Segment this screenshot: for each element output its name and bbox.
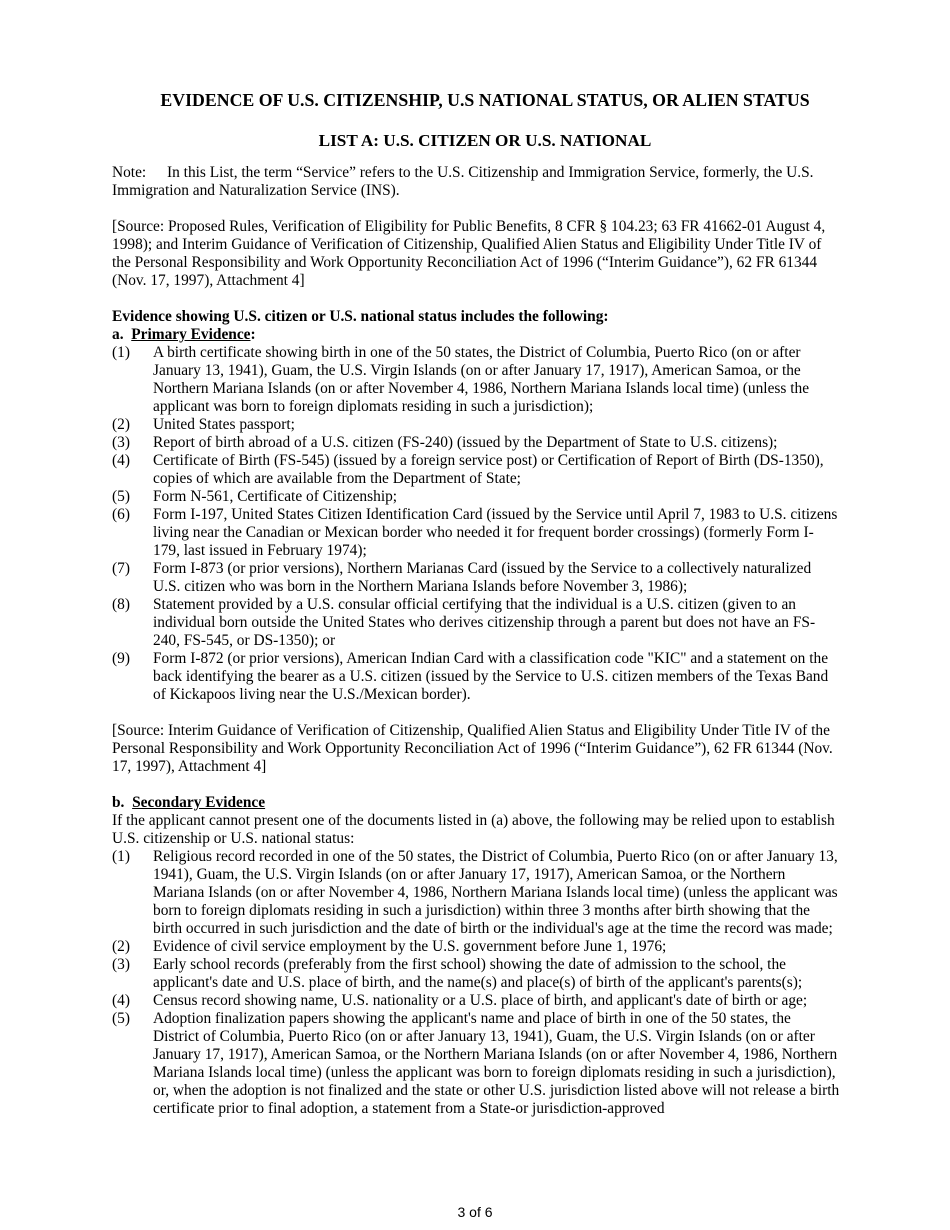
item-number: (4) (112, 992, 130, 1009)
secondary-intro: If the applicant cannot present one of the documents listed in (a) above, the following may be relied upon to establish U.S. citizenship or U.S. national status: (112, 812, 835, 847)
item-text: Report of birth abroad of a U.S. citizen (FS-240) (issued by the Department of State to U.S. citizens); (153, 434, 778, 451)
source-citation-2: [Source: Interim Guidance of Verification of Citizenship, Qualified Alien Status and Eligibility Under Title IV of the Personal Responsibility and Work Opportunity Reconciliation Act of 1996 (“Interim Guidance”), 62 FR 61344 (Nov. 17, 1997), Attachment 4] (112, 722, 833, 775)
secondary-heading-text: Secondary Evidence (132, 794, 266, 811)
list-item (112, 344, 840, 416)
item-text: Form I-873 (or prior versions), Northern Marianas Card (issued by the Service to a collectively naturalized U.S. citizen who was born in the Northern Mariana Islands before November 3, 1986); (153, 560, 812, 595)
item-number: (7) (112, 560, 130, 577)
primary-heading-colon: : (250, 326, 256, 343)
item-number: (9) (112, 650, 130, 667)
note-text: In this List, the term “Service” refers to the U.S. Citizenship and Immigration Service, formerly, the U.S. Immigration and Naturalization Service (INS). (112, 164, 814, 199)
document-title: EVIDENCE OF U.S. CITIZENSHIP, U.S NATIONAL STATUS, OR ALIEN STATUS (160, 90, 810, 110)
item-number: (3) (112, 434, 130, 451)
item-text: Evidence of civil service employment by the U.S. government before June 1, 1976; (153, 938, 667, 955)
item-number: (1) (112, 848, 130, 865)
item-text: Census record showing name, U.S. nationality or a U.S. place of birth, and applicant's date of birth or age; (153, 992, 808, 1009)
page-number: 3 of 6 (457, 1204, 493, 1220)
list-item (112, 596, 840, 650)
item-text: Religious record recorded in one of the 50 states, the District of Columbia, Puerto Rico (on or after January 13, 1941), Guam, the U.S. Virgin Islands (on or after January 17, 1917), American Samoa, or the Northern Mariana Islands (on or after November 4, 1986, Northern Mariana Islands local time) (unless the applicant was born to foreign diplomats residing in such a jurisdiction) within three 3 months after birth showing that the birth occurred in such jurisdiction and the date of birth or the individual's age at the time the record was made; (153, 848, 838, 937)
note-label: Note: (112, 164, 147, 181)
list-title: LIST A: U.S. CITIZEN OR U.S. NATIONAL (318, 131, 652, 150)
secondary-letter: b. (112, 794, 125, 811)
item-text: Adoption finalization papers showing the applicant's name and place of birth in one of the 50 states, the District of Columbia, Puerto Rico (on or after January 13, 1941), Guam, the U.S. Virgin Islands (on or after January 17, 1917), American Samoa, or the Northern Mariana Islands (on or after November 4, 1986, Northern Mariana Islands local time) (unless the applicant was born to foreign diplomats residing in such a jurisdiction), or, when the adoption is not finalized and the state or other U.S. jurisdiction listed above will not release a birth certificate prior to final adoption, a statement from a State-or jurisdiction-approved (153, 1010, 840, 1117)
list-item (112, 452, 840, 488)
list-item (112, 1010, 840, 1118)
primary-letter: a. (112, 326, 124, 343)
item-text: Form N-561, Certificate of Citizenship; (153, 488, 398, 505)
item-number: (8) (112, 596, 130, 613)
item-number: (6) (112, 506, 130, 523)
item-number: (4) (112, 452, 130, 469)
list-item (112, 506, 840, 560)
item-number: (5) (112, 488, 130, 505)
item-text: Form I-872 (or prior versions), American Indian Card with a classification code "KIC" and a statement on the back identifying the bearer as a U.S. citizen (issued by the Service to U.S. citizen members of the Texas Band of Kickapoos living near the U.S./Mexican border). (153, 650, 829, 703)
item-number: (2) (112, 938, 130, 955)
primary-evidence-heading (112, 326, 840, 344)
item-text: Certificate of Birth (FS-545) (issued by a foreign service post) or Certification of Report of Birth (DS-1350), copies of which are available from the Department of State; (153, 452, 824, 487)
spacer (112, 704, 840, 722)
item-number: (2) (112, 416, 130, 433)
item-text: Early school records (preferably from the first school) showing the date of admission to the school, the applicant's date and U.S. place of birth, and the name(s) and place(s) of birth of the applicant's parents(s); (153, 956, 803, 991)
list-item (112, 560, 840, 596)
primary-evidence-list (112, 344, 840, 704)
source-citation-1: [Source: Proposed Rules, Verification of Eligibility for Public Benefits, 8 CFR § 104.23; 63 FR 41662-01 August 4, 1998); and Interim Guidance of Verification of Citizenship, Qualified Alien Status and Eligibility Under Title IV of the Personal Responsibility and Work Opportunity Reconciliation Act of 1996 (“Interim Guidance”), 62 FR 61344 (Nov. 17, 1997), Attachment 4] (112, 218, 826, 289)
item-text: A birth certificate showing birth in one of the 50 states, the District of Columbia, Puerto Rico (on or after January 13, 1941), Guam, the U.S. Virgin Islands (on or after January 17, 1917), American Samoa, or the Northern Mariana Islands (on or after November 4, 1986, Northern Mariana Islands local time) (unless the applicant was born to foreign diplomats residing in such a jurisdiction); (153, 344, 810, 415)
list-item (112, 434, 840, 452)
list-item (112, 488, 840, 506)
document-page (112, 88, 840, 1118)
item-text: Form I-197, United States Citizen Identification Card (issued by the Service until April 7, 1983 to U.S. citizens living near the Canadian or Mexican border who needed it for frequent border crossings) (formerly Form I-179, last issued in February 1974); (153, 506, 838, 559)
secondary-evidence-list (112, 848, 840, 1118)
item-number: (3) (112, 956, 130, 973)
item-text: Statement provided by a U.S. consular official certifying that the individual is a U.S. citizen (given to an individual born outside the United States who derives citizenship through a parent but does not have an FS-240, FS-545, or DS-1350); or (153, 596, 816, 649)
list-item (112, 416, 840, 434)
list-item (112, 848, 840, 938)
item-number: (5) (112, 1010, 130, 1027)
list-item (112, 956, 840, 992)
secondary-evidence-heading (112, 794, 840, 812)
list-item (112, 992, 840, 1010)
list-item (112, 650, 840, 704)
list-item (112, 938, 840, 956)
item-text: United States passport; (153, 416, 295, 433)
note-paragraph (112, 164, 840, 200)
item-number: (1) (112, 344, 130, 361)
primary-heading-text: Primary Evidence (131, 326, 251, 343)
evidence-intro: Evidence showing U.S. citizen or U.S. national status includes the following: (112, 308, 609, 325)
